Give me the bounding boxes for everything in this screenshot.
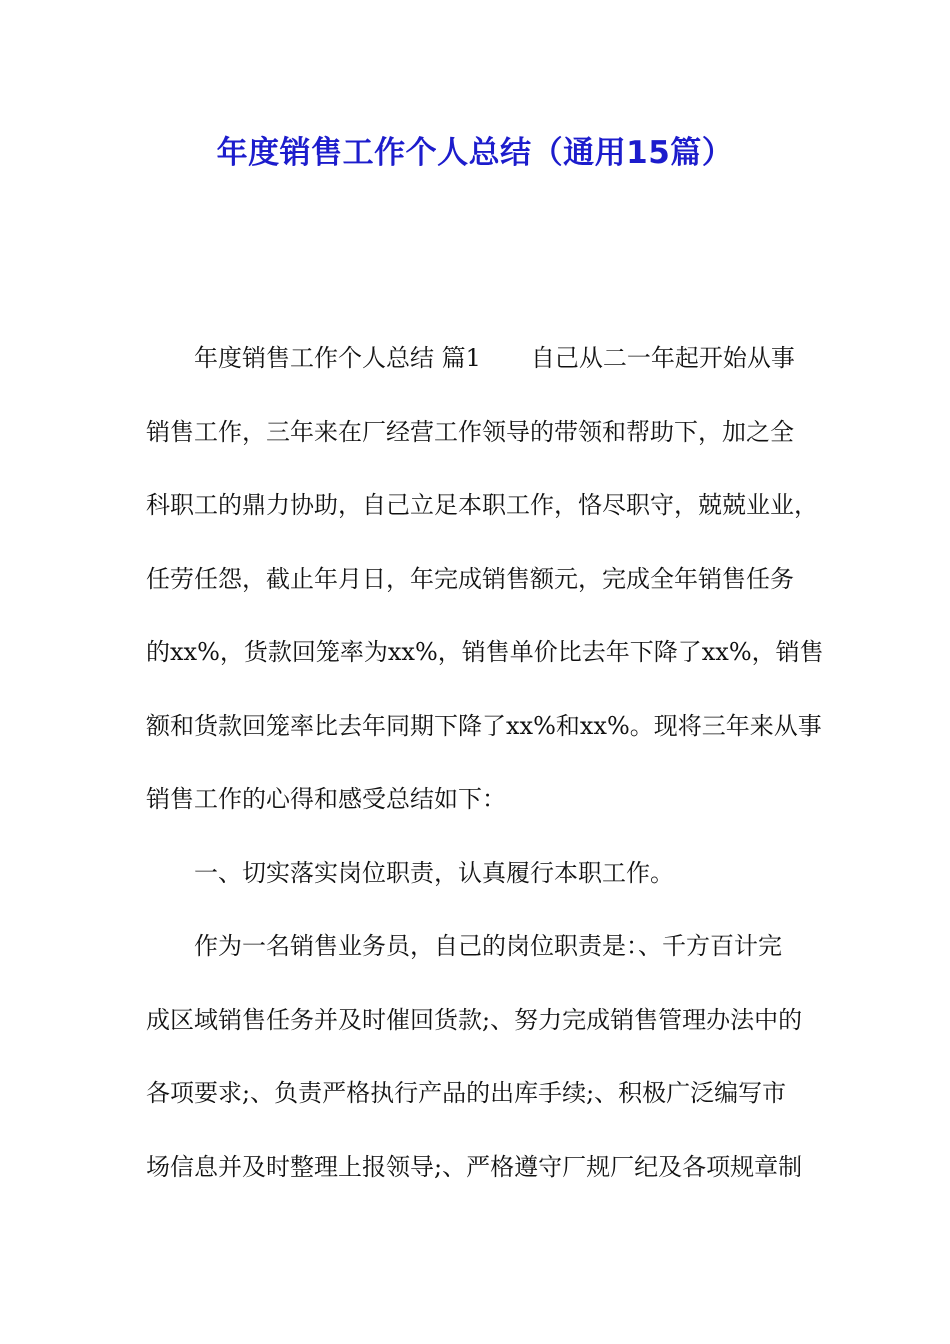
document-body: [146, 322, 824, 1204]
text-line: 销售工作的心得和感受总结如下：: [146, 785, 506, 813]
text-line: 作为一名销售业务员，自己的岗位职责是：、千方百计完: [194, 932, 782, 960]
text-line: 额和货款回笼率比去年同期下降了xx%和xx%。现将三年来从事: [146, 711, 822, 740]
text-line: 任劳任怨，截止年月日，年完成销售额元，完成全年销售任务: [146, 564, 794, 593]
text-line: 成区域销售任务并及时催回货款;、努力完成销售管理办法中的: [146, 1005, 803, 1034]
subheading-line: 一、切实落实岗位职责，认真履行本职工作。: [194, 858, 674, 887]
text-line: [146, 322, 810, 396]
text-line: 科职工的鼎力协助，自己立足本职工作，恪尽职守，兢兢业业，: [146, 491, 818, 519]
section-heading: 年度销售工作个人总结 篇1: [194, 344, 481, 372]
document-title: 年度销售工作个人总结（通用15篇）: [216, 135, 734, 171]
text-line: 各项要求;、负责严格执行产品的出库手续;、积极广泛编写市: [146, 1079, 787, 1107]
text-line: 销售工作，三年来在厂经营工作领导的带领和帮助下，加之全: [146, 417, 794, 446]
text-line: 的xx%，货款回笼率为xx%，销售单价比去年下降了xx%，销售: [146, 638, 824, 666]
text-line: 场信息并及时整理上报领导;、严格遵守厂规厂纪及各项规章制: [146, 1152, 803, 1181]
paragraph-start: 自己从二一年起开始从事: [530, 344, 795, 372]
